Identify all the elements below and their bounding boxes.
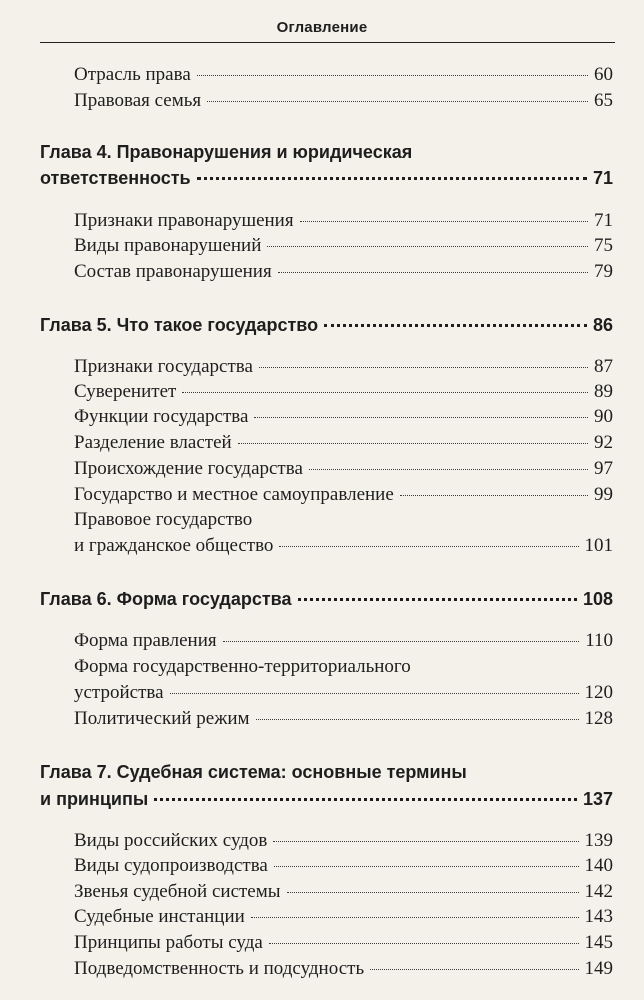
toc-entry-ustroystva bbox=[74, 682, 613, 704]
toc-entry-page: 120 bbox=[584, 682, 613, 703]
toc-entry-title: Судебные инстанции bbox=[74, 906, 245, 927]
dot-leader bbox=[197, 177, 587, 180]
toc-entry-page: 143 bbox=[584, 906, 613, 927]
toc-entry-title: Виды судопроизводства bbox=[74, 855, 268, 876]
dot-leader bbox=[197, 75, 588, 76]
dot-leader bbox=[370, 969, 578, 970]
dot-leader bbox=[324, 324, 587, 327]
dot-leader bbox=[223, 641, 580, 642]
toc-entry-funktsii-gosudarstva bbox=[74, 406, 613, 428]
toc-entry-title: устройства bbox=[74, 682, 164, 703]
dot-leader bbox=[269, 943, 579, 944]
toc-entry-page: 65 bbox=[594, 90, 613, 111]
toc-entry-pravovoe-gosudarstvo-line1: Правовое государство bbox=[74, 509, 253, 530]
dot-leader bbox=[400, 495, 588, 496]
dot-leader bbox=[274, 866, 579, 867]
toc-entry-vidy-sudoproizvodstva bbox=[74, 855, 613, 877]
toc-entry-page: 71 bbox=[594, 210, 613, 231]
toc-entry-title: Отрасль права bbox=[74, 64, 191, 85]
toc-entry-grazhdanskoe-obshchestvo bbox=[74, 535, 613, 557]
toc-entry-razdelenie-vlastey bbox=[74, 432, 613, 454]
toc-entry-title: Правовая семья bbox=[74, 90, 202, 111]
chapter-4-entry bbox=[40, 168, 613, 189]
toc-entry-page: 110 bbox=[585, 630, 613, 651]
toc-entry-page: 101 bbox=[584, 535, 613, 556]
toc-entry-title: Принципы работы суда bbox=[74, 932, 263, 953]
toc-entry-suverenitet bbox=[74, 381, 613, 403]
toc-entry-title: Форма правления bbox=[74, 630, 217, 651]
toc-entry-page: 97 bbox=[594, 458, 613, 479]
toc-entry-page: 149 bbox=[584, 958, 613, 979]
toc-entry-title: Признаки правонарушения bbox=[74, 210, 294, 231]
toc-entry-otrasl-prava bbox=[74, 64, 613, 86]
toc-entry-title: Состав правонарушения bbox=[74, 261, 272, 282]
header-rule bbox=[40, 42, 615, 43]
toc-entry-title: Виды российских судов bbox=[74, 830, 268, 851]
toc-entry-page: 145 bbox=[584, 932, 613, 953]
dot-leader bbox=[154, 798, 577, 801]
toc-entry-title: Признаки государства bbox=[74, 356, 253, 377]
toc-entry-page: 92 bbox=[594, 432, 613, 453]
toc-entry-sostav-pravonarusheniya bbox=[74, 261, 613, 283]
dot-leader bbox=[300, 221, 588, 222]
toc-entry-page: 90 bbox=[594, 406, 613, 427]
chapter-4-page: 71 bbox=[592, 168, 613, 188]
toc-entry-page: 139 bbox=[584, 830, 613, 851]
dot-leader bbox=[278, 272, 588, 273]
dot-leader bbox=[259, 367, 588, 368]
dot-leader bbox=[279, 546, 578, 547]
dot-leader bbox=[267, 246, 588, 247]
toc-entry-title: Подведомственность и подсудность bbox=[74, 958, 365, 979]
chapter-6-title: Глава 6. Форма государства bbox=[40, 589, 292, 609]
toc-entry-title: Государство и местное самоуправление bbox=[74, 484, 394, 505]
toc-entry-title: Разделение властей bbox=[74, 432, 232, 453]
dot-leader bbox=[182, 392, 588, 393]
toc-entry-title: Происхождение государства bbox=[74, 458, 303, 479]
toc-entry-vidy-pravonarusheniy bbox=[74, 235, 613, 257]
toc-entry-forma-pravleniya bbox=[74, 630, 613, 652]
chapter-6-entry bbox=[40, 589, 613, 610]
chapter-7-title-line2: и принципы bbox=[40, 789, 149, 809]
toc-entry-page: 60 bbox=[594, 64, 613, 85]
toc-entry-page: 140 bbox=[584, 855, 613, 876]
chapter-7-page: 137 bbox=[582, 789, 613, 809]
toc-entry-printsipy-raboty-suda bbox=[74, 932, 613, 954]
toc-entry-pravovaya-semya bbox=[74, 90, 613, 112]
toc-entry-vidy-rossiyskikh-sudov bbox=[74, 830, 613, 852]
chapter-5-entry bbox=[40, 315, 613, 336]
chapter-5-page: 86 bbox=[592, 315, 613, 335]
chapter-4-title-line2: ответственность bbox=[40, 168, 191, 188]
dot-leader bbox=[254, 417, 588, 418]
toc-entry-title: и гражданское общество bbox=[74, 535, 274, 556]
toc-entry-page: 75 bbox=[594, 235, 613, 256]
toc-entry-title: Суверенитет bbox=[74, 381, 177, 402]
chapter-6-page: 108 bbox=[582, 589, 613, 609]
toc-entry-title: Функции государства bbox=[74, 406, 249, 427]
dot-leader bbox=[287, 892, 579, 893]
toc-entry-podvedomstvennost-i-podsudnost bbox=[74, 958, 613, 980]
toc-entry-page: 89 bbox=[594, 381, 613, 402]
toc-entry-page: 142 bbox=[584, 881, 613, 902]
dot-leader bbox=[298, 598, 577, 601]
toc-entry-priznaki-pravonarusheniya bbox=[74, 210, 613, 232]
dot-leader bbox=[170, 693, 579, 694]
toc-entry-title: Виды правонарушений bbox=[74, 235, 262, 256]
toc-entry-priznaki-gosudarstva bbox=[74, 356, 613, 378]
toc-entry-page: 128 bbox=[584, 708, 613, 729]
toc-entry-title: Звенья судебной системы bbox=[74, 881, 281, 902]
toc-entry-page: 99 bbox=[594, 484, 613, 505]
toc-entry-proiskhozhdenie-gosudarstva bbox=[74, 458, 613, 480]
toc-entry-mestnoe-samoupravlenie bbox=[74, 484, 613, 506]
chapter-7-entry bbox=[40, 789, 613, 810]
toc-entry-title: Политический режим bbox=[74, 708, 250, 729]
toc-entry-forma-ustroystva-line1: Форма государственно-территориального bbox=[74, 656, 411, 677]
dot-leader bbox=[256, 719, 579, 720]
toc-entry-page: 79 bbox=[594, 261, 613, 282]
chapter-7-title-line1: Глава 7. Судебная система: основные термины bbox=[40, 762, 467, 782]
toc-entry-sudebnye-instantsii bbox=[74, 906, 613, 928]
chapter-4-title-line1: Глава 4. Правонарушения и юридическая bbox=[40, 142, 413, 162]
dot-leader bbox=[238, 443, 588, 444]
dot-leader bbox=[273, 841, 578, 842]
chapter-5-title: Глава 5. Что такое государство bbox=[40, 315, 319, 335]
running-header: Оглавление bbox=[276, 19, 368, 36]
dot-leader bbox=[309, 469, 588, 470]
toc-entry-politicheskiy-rezhim bbox=[74, 708, 613, 730]
toc-entry-zvenya-sudebnoy-sistemy bbox=[74, 881, 613, 903]
dot-leader bbox=[207, 101, 588, 102]
dot-leader bbox=[251, 917, 579, 918]
toc-entry-page: 87 bbox=[594, 356, 613, 377]
